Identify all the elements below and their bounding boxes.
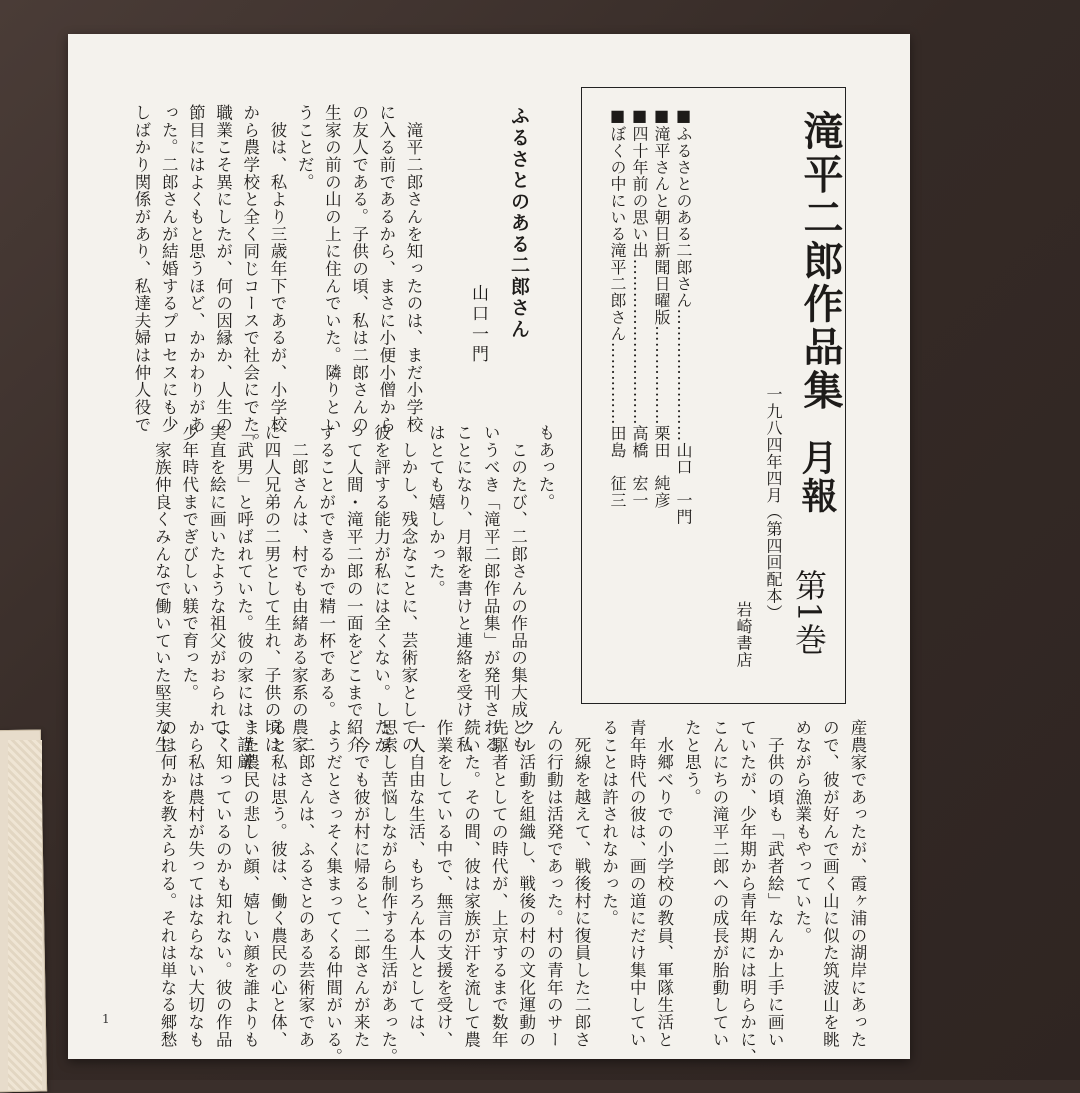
body-column: った。二郎さんが結婚するプロセスにも少	[159, 104, 179, 434]
body-column: って人間・滝平二郎の一面をどこまで紹介	[344, 424, 364, 754]
body-column: に四人兄弟の二男として生れ、子供の頃は	[262, 424, 281, 754]
body-column: 実直を絵に画いたような祖父がおられて、	[207, 424, 227, 754]
body-column: 続いた。その間、彼は家族が汗を流して農	[461, 719, 481, 1049]
masthead-subtitle: 月報	[796, 439, 838, 515]
body-column: たと思う。	[682, 719, 702, 806]
body-column: に入る前であるから、まさに小便小僧から	[376, 104, 396, 434]
body-column: ていたが、少年期から青年期には明らかに、	[737, 719, 757, 1066]
body-column: めながら漁業もやっていた。	[792, 719, 812, 945]
body-column: 水郷べりでの小学校の教員、軍隊生活と	[654, 719, 674, 1049]
body-column: 青年時代の彼は、画の道にだけ集中してい	[627, 719, 647, 1049]
body-column: このたび、二郎さんの作品の集大成とも	[508, 424, 528, 754]
article-title: ふるさとのある二郎さん	[508, 106, 530, 341]
body-column: ると私は思う。彼は、働く農民の心と体、	[268, 719, 288, 1049]
issue-date: 一九八四年四月（第四回配本）	[764, 386, 783, 622]
body-column: よく知っているのかも知れない。彼の作品	[213, 719, 233, 1049]
body-column: 彼を評する能力が私には全くない。したが	[371, 424, 391, 754]
body-column: することができるかで精一杯である。	[316, 424, 336, 719]
monthly-report-page	[68, 34, 910, 1066]
body-column: 滝平二郎さんを知ったのは、まだ小学校	[404, 104, 423, 434]
body-column: ようだとさっそく集まってくる仲間がいる。	[323, 719, 343, 1066]
body-column: 産農家であったが、霞ヶ浦の湖岸にあった	[848, 719, 867, 1049]
body-column: 二郎さんは、ふるさとのある芸術家であ	[296, 719, 315, 1049]
body-column: んの行動は活発であった。村の青年のサー	[544, 719, 564, 1049]
body-column: 家族仲良くみんなで働いていた堅実な生	[152, 424, 172, 754]
body-column: ることは許されなかった。	[599, 719, 619, 927]
body-column: 生家の前の山の上に住んでいた。隣りとい	[322, 104, 342, 434]
toc-item-3[interactable]: ■四十年前の思い出…………………………高橋 宏一	[630, 106, 649, 509]
body-column: から私は農村が失ってはならない大切なも	[185, 719, 205, 1049]
body-column: 一人自由な生活、もちろん本人としては、	[406, 719, 426, 1049]
body-column: しかし、残念なことに、芸術家としての	[399, 424, 418, 754]
body-column: ので、彼が好んで画く山に似た筑波山を眺	[820, 719, 840, 1049]
body-column: うことだ。	[295, 104, 315, 191]
body-column: もあった。	[536, 424, 555, 511]
body-column: 子供の頃も「武者絵」なんか上手に画い	[765, 719, 785, 1049]
body-column: の友人である。子供の頃、私は二郎さんの	[349, 104, 369, 434]
body-column: 彼は、私より三歳年下であるが、小学校	[268, 104, 287, 434]
toc-item-1[interactable]: ■ふるさとのある二郎さん……………………山口 一門	[674, 106, 693, 525]
toc-item-4[interactable]: ■ぼくの中にいる滝平二郎さん……………田島 征三	[608, 106, 627, 509]
body-column: 少年時代までぎびしい躾で育った。	[179, 424, 199, 702]
body-column: いうべき「滝平二郎作品集」が発刊される	[481, 424, 501, 754]
body-column: クル活動を組織し、戦後の村の文化運動の	[516, 719, 536, 1049]
body-column: 作業をしている中で、無言の支援を受け、	[434, 719, 453, 1049]
body-column: 死線を越えて、戦後村に復員した二郎さ	[572, 719, 591, 1049]
page-number: 1	[102, 1012, 110, 1026]
publisher: 岩崎書店	[734, 601, 753, 669]
body-column: 節目にはよくもと思うほど、かかわりがあ	[186, 104, 206, 434]
body-column: のは何かを教えられる。それは単なる郷愁	[158, 719, 177, 1049]
body-column: しばかり関係があり、私達夫婦は仲人役で	[132, 104, 151, 434]
body-column: 「武男」と呼ばれていた。彼の家には、謹厳	[234, 424, 254, 771]
body-column: 職業こそ異にしたが、何の因縁か、人生の	[213, 104, 233, 434]
body-column: ことになり、月報を書けと連絡を受け、私	[453, 424, 473, 754]
masthead-title: 滝平二郎作品集	[797, 110, 844, 413]
body-column: 二郎さんは、村でも由緒ある家系の農家	[289, 424, 309, 754]
volume-number: 第1巻	[790, 569, 828, 656]
body-column: はとても嬉しかった。	[426, 424, 446, 598]
body-column: 先駆者としての時代が、上京するまで数年	[489, 719, 509, 1049]
article-author: 山口一門	[468, 284, 488, 366]
body-column: 今でも彼が村に帰ると、二郎さんが来た	[351, 719, 371, 1049]
body-column: また農民の悲しい顔、嬉しい顔を誰よりも	[240, 719, 260, 1049]
body-column: 思索し苦悩しながら制作する生活があった。	[378, 719, 398, 1066]
body-column: こんにちの滝平二郎への成長が胎動してい	[710, 719, 729, 1049]
body-column: から農学校と全く同じコースで社会にでた。	[240, 104, 260, 451]
textured-paper-edge	[8, 740, 42, 1090]
toc-item-2[interactable]: ■滝平さんと朝日新聞日曜版………………栗田 純彦	[652, 106, 671, 509]
